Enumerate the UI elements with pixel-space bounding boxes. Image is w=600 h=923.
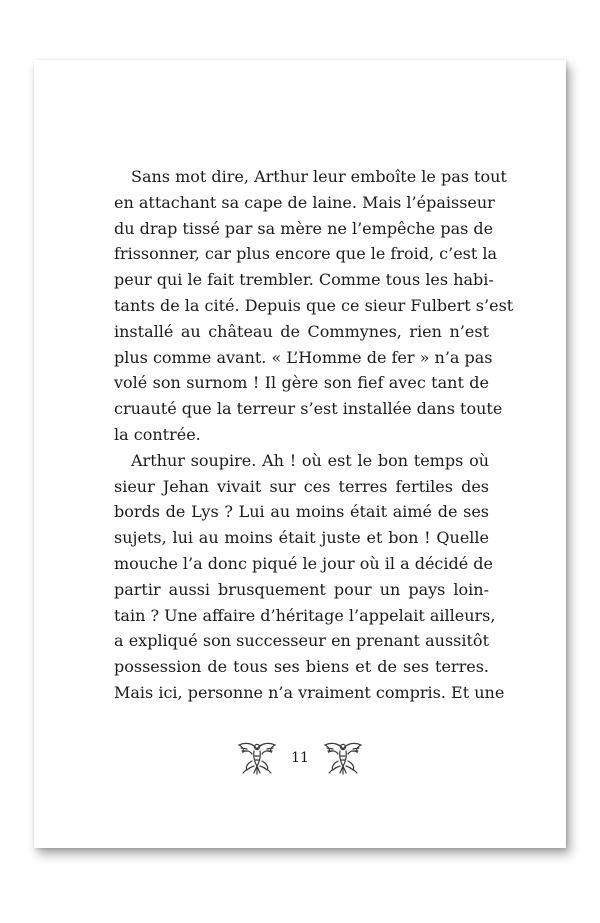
heraldic-eagle-icon	[235, 739, 279, 777]
text-line: possession de tous ses biens et de ses terres.	[114, 657, 489, 677]
text-line: peur qui le fait trembler. Comme tous les habi-	[114, 270, 494, 290]
text-line: en attachant sa cape de laine. Mais l’épaisseur	[114, 192, 495, 212]
text-line: du drap tissé par sa mère ne l’empêche pas de	[114, 218, 494, 238]
text-line: Sans mot dire, Arthur leur emboîte le pas tout	[131, 167, 507, 186]
book-page	[34, 60, 566, 848]
text-line: a expliqué son successeur en prenant aussitôt	[114, 631, 489, 651]
heraldic-eagle-icon	[321, 739, 365, 777]
text-line: plus comme avant. « L’Homme de fer » n’a pas	[114, 347, 493, 367]
text-line: sujets, lui au moins était juste et bon ! Quelle	[114, 528, 489, 548]
text-line: frissonner, car plus encore que le froid, c’est la	[114, 244, 498, 264]
text-line: cruauté que la terreur s’est installée dans toute	[114, 399, 503, 419]
text-line: bords de Lys ? Lui au moins était aimé de ses	[114, 502, 489, 522]
text-line: installé au château de Commynes, rien n’est	[114, 321, 489, 341]
text-line: Mais ici, personne n’a vraiment compris. Et une	[114, 682, 505, 702]
text-line: la contrée.	[114, 424, 201, 444]
page-number: 11	[291, 750, 309, 766]
text-line: sieur Jehan vivait sur ces terres fertiles des	[114, 476, 489, 496]
text-line: Arthur soupire. Ah ! où est le bon temps où	[131, 450, 489, 470]
text-line: volé son surnom ! Il gère son fief avec tant de	[114, 373, 489, 393]
text-line: partir aussi brusquement pour un pays loin-	[114, 579, 489, 599]
text-line: tain ? Une affaire d’héritage l’appelait ailleurs,	[114, 605, 496, 625]
page-footer	[34, 738, 566, 778]
text-line: tants de la cité. Depuis que ce sieur Fulbert s’est	[114, 295, 514, 315]
body-text	[114, 164, 514, 706]
text-line: mouche l’a donc piqué le jour où il a décidé de	[114, 553, 494, 573]
